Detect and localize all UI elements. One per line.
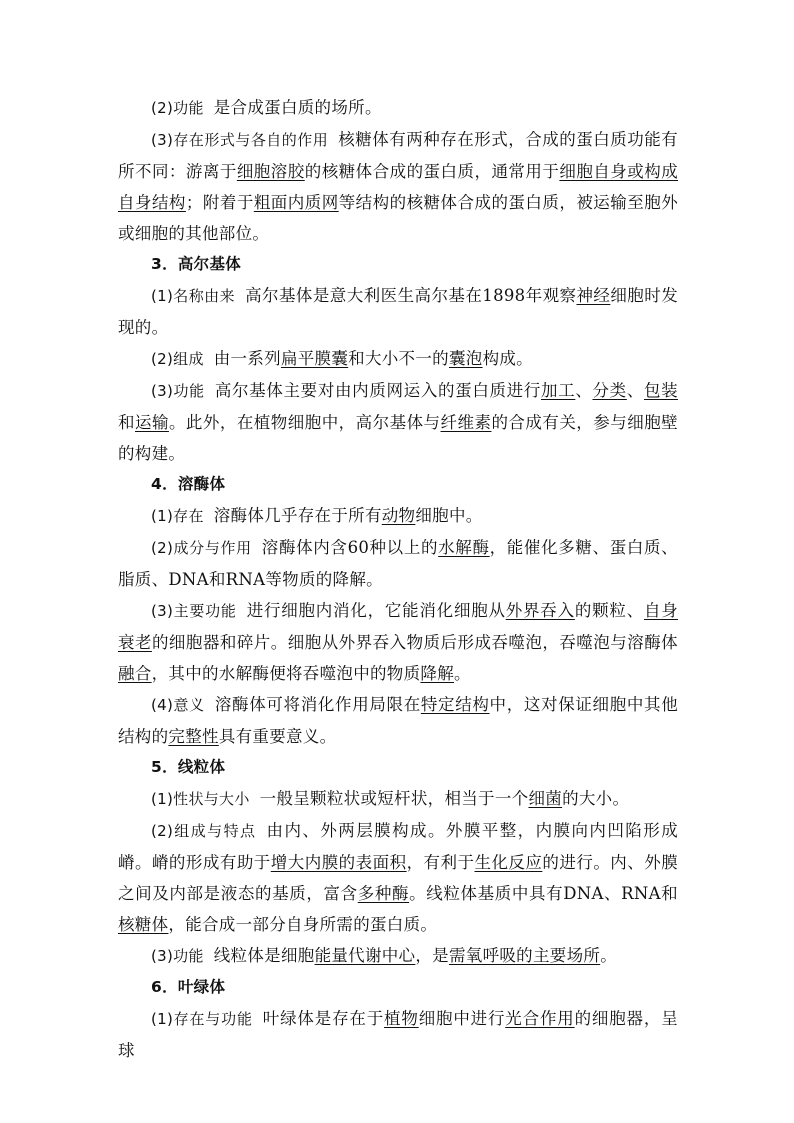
underlined-term: 自身衰老 [118, 601, 679, 652]
text-run: 。线粒体基质中具有DNA、RNA和 [409, 884, 678, 903]
text-run: ，能催化多糖、蛋白质、脂质、DNA和RNA等物质的降解。 [118, 538, 678, 589]
underlined-term: 纤维素 [440, 413, 492, 432]
item-label: (2)功能 [151, 99, 204, 117]
item-label: (3)功能 [151, 382, 205, 400]
text-run: 溶酶体几乎存在于所有 [213, 506, 382, 525]
section-heading [118, 249, 678, 280]
text-run: 细胞时发现的。 [118, 286, 678, 337]
underlined-term: 融合 [118, 664, 152, 683]
text-run: ，有利于 [406, 853, 475, 872]
item-label: (1)名称由来 [151, 287, 236, 305]
text-run: 等结构的核糖体合成的蛋白质，被运输至胞外或细胞的其他部位。 [118, 193, 679, 243]
underlined-term: 能量代谢中心 [314, 946, 416, 965]
text-run: 高尔基体主要对由内质网运入的蛋白质进行 [214, 381, 541, 400]
paragraph [118, 1003, 678, 1066]
paragraph [118, 500, 678, 532]
underlined-term: 加工 [540, 381, 576, 400]
paragraph [118, 940, 678, 972]
underlined-term: 完整性 [168, 727, 219, 746]
text-run: 具有重要意义。 [218, 727, 337, 746]
text-run: 的合成有关，参与细胞壁的构建。 [118, 413, 678, 463]
underlined-term: 神经 [576, 286, 611, 305]
underlined-term: 增大内膜的表面积 [270, 853, 407, 872]
text-run: 5．线粒体 [151, 758, 226, 776]
text-run: 和大小不一的 [348, 349, 449, 368]
underlined-term: 粗面内质网 [253, 193, 339, 212]
text-run: 进行细胞内消化，它能消化细胞从 [246, 601, 506, 620]
text-run: 细胞中。 [415, 506, 483, 525]
text-run: 的细胞器，呈球 [118, 1009, 678, 1060]
underlined-term: 水解酶 [438, 538, 490, 557]
item-label: (3)存在形式与各自的作用 [151, 131, 329, 149]
paragraph [118, 343, 678, 375]
text-run: 线粒体是细胞 [213, 946, 315, 965]
item-label: (2)成分与作用 [151, 539, 252, 557]
item-label: (1)性状与大小 [151, 790, 250, 808]
underlined-term: 细菌 [528, 789, 563, 808]
text-run: 溶酶体内含60种以上的 [261, 538, 439, 557]
text-run: 的进行。内、外膜之间及内部是液态的基质，富含 [118, 853, 679, 903]
paragraph [118, 815, 678, 940]
paragraph [118, 375, 678, 469]
text-run: 。此外，在植物细胞中，高尔基体与 [168, 413, 441, 432]
item-label: (1)存在 [151, 507, 204, 525]
underlined-term: 分类 [592, 381, 627, 400]
text-run: 6．叶绿体 [151, 978, 226, 996]
text-run: ，其中的水解酶便将吞噬泡中的物质 [151, 664, 421, 683]
underlined-term: 细胞自身或构成自身结构 [118, 162, 679, 212]
text-run: 的大小。 [562, 789, 630, 808]
underlined-term: 植物 [384, 1009, 419, 1028]
underlined-term: 动物 [381, 506, 416, 525]
text-run: 。 [454, 664, 471, 683]
underlined-term: 多种酶 [357, 884, 410, 903]
underlined-term: 囊泡 [448, 349, 483, 368]
text-run: 3．高尔基体 [151, 255, 242, 273]
text-run: 的颗粒、 [574, 601, 644, 620]
text-run: 由内、外两层膜构成。外膜平整，内膜向内凹陷形成嵴。嵴的形成有助于 [118, 821, 678, 872]
item-label: (2)组成 [151, 350, 204, 368]
text-run: 细胞中进行 [418, 1009, 506, 1028]
underlined-term: 包装 [644, 381, 678, 400]
underlined-term: 核糖体 [118, 915, 169, 934]
section-heading [118, 972, 678, 1003]
underlined-term: 生化反应 [474, 853, 543, 872]
text-run: 是合成蛋白质的场所。 [213, 98, 382, 117]
text-run: 的核糖体合成的蛋白质，通常用于 [304, 162, 560, 181]
underlined-term: 扁平膜囊 [280, 349, 349, 368]
section-heading [118, 752, 678, 783]
paragraph [118, 124, 678, 249]
text-run: 溶酶体可将消化作用局限在 [214, 695, 421, 714]
text-run: ，能合成一部分自身所需的蛋白质。 [168, 915, 438, 934]
underlined-term: 需氧呼吸的主要场所 [448, 946, 601, 965]
text-run: 高尔基体是意大利医生高尔基在1898年观察 [245, 286, 577, 305]
item-label: (4)意义 [151, 696, 205, 714]
paragraph [118, 280, 678, 343]
text-run: 。 [600, 946, 617, 965]
text-run: 由一系列 [213, 349, 281, 368]
text-run: 一般呈颗粒状或短杆状，相当于一个 [259, 789, 529, 808]
text-run: 、 [626, 381, 645, 400]
text-run: 、 [575, 381, 593, 400]
section-heading [118, 469, 678, 500]
paragraph [118, 92, 678, 124]
paragraph [118, 783, 678, 815]
text-run: 的细胞器和碎片。细胞从外界吞入物质后形成吞噬泡，吞噬泡与溶酶体 [151, 633, 678, 652]
paragraph [118, 689, 678, 752]
text-run: 4．溶酶体 [151, 475, 226, 493]
underlined-term: 运输 [134, 413, 169, 432]
paragraph [118, 595, 678, 689]
underlined-term: 外界吞入 [505, 601, 575, 620]
item-label: (3)功能 [151, 947, 204, 965]
text-run: 核糖体有两种存在形式，合成的蛋白质功能有所不同：游离于 [118, 130, 678, 181]
text-run: 和 [118, 413, 135, 432]
item-label: (1)存在与功能 [151, 1010, 253, 1028]
underlined-term: 降解 [420, 664, 455, 683]
underlined-term: 特定结构 [420, 695, 490, 714]
item-label: (2)组成与特点 [151, 822, 257, 840]
underlined-term: 光合作用 [505, 1009, 575, 1028]
text-run: 叶绿体是存在于 [262, 1009, 385, 1028]
item-label: (3)主要功能 [151, 602, 237, 620]
document-body [118, 92, 678, 1066]
text-run: ；附着于 [185, 193, 254, 212]
text-run: 构成。 [482, 349, 533, 368]
text-run: 中，这对保证细胞中其他结构的 [118, 695, 678, 746]
text-run: ，是 [415, 946, 449, 965]
underlined-term: 细胞溶胶 [236, 162, 305, 181]
paragraph [118, 532, 678, 595]
